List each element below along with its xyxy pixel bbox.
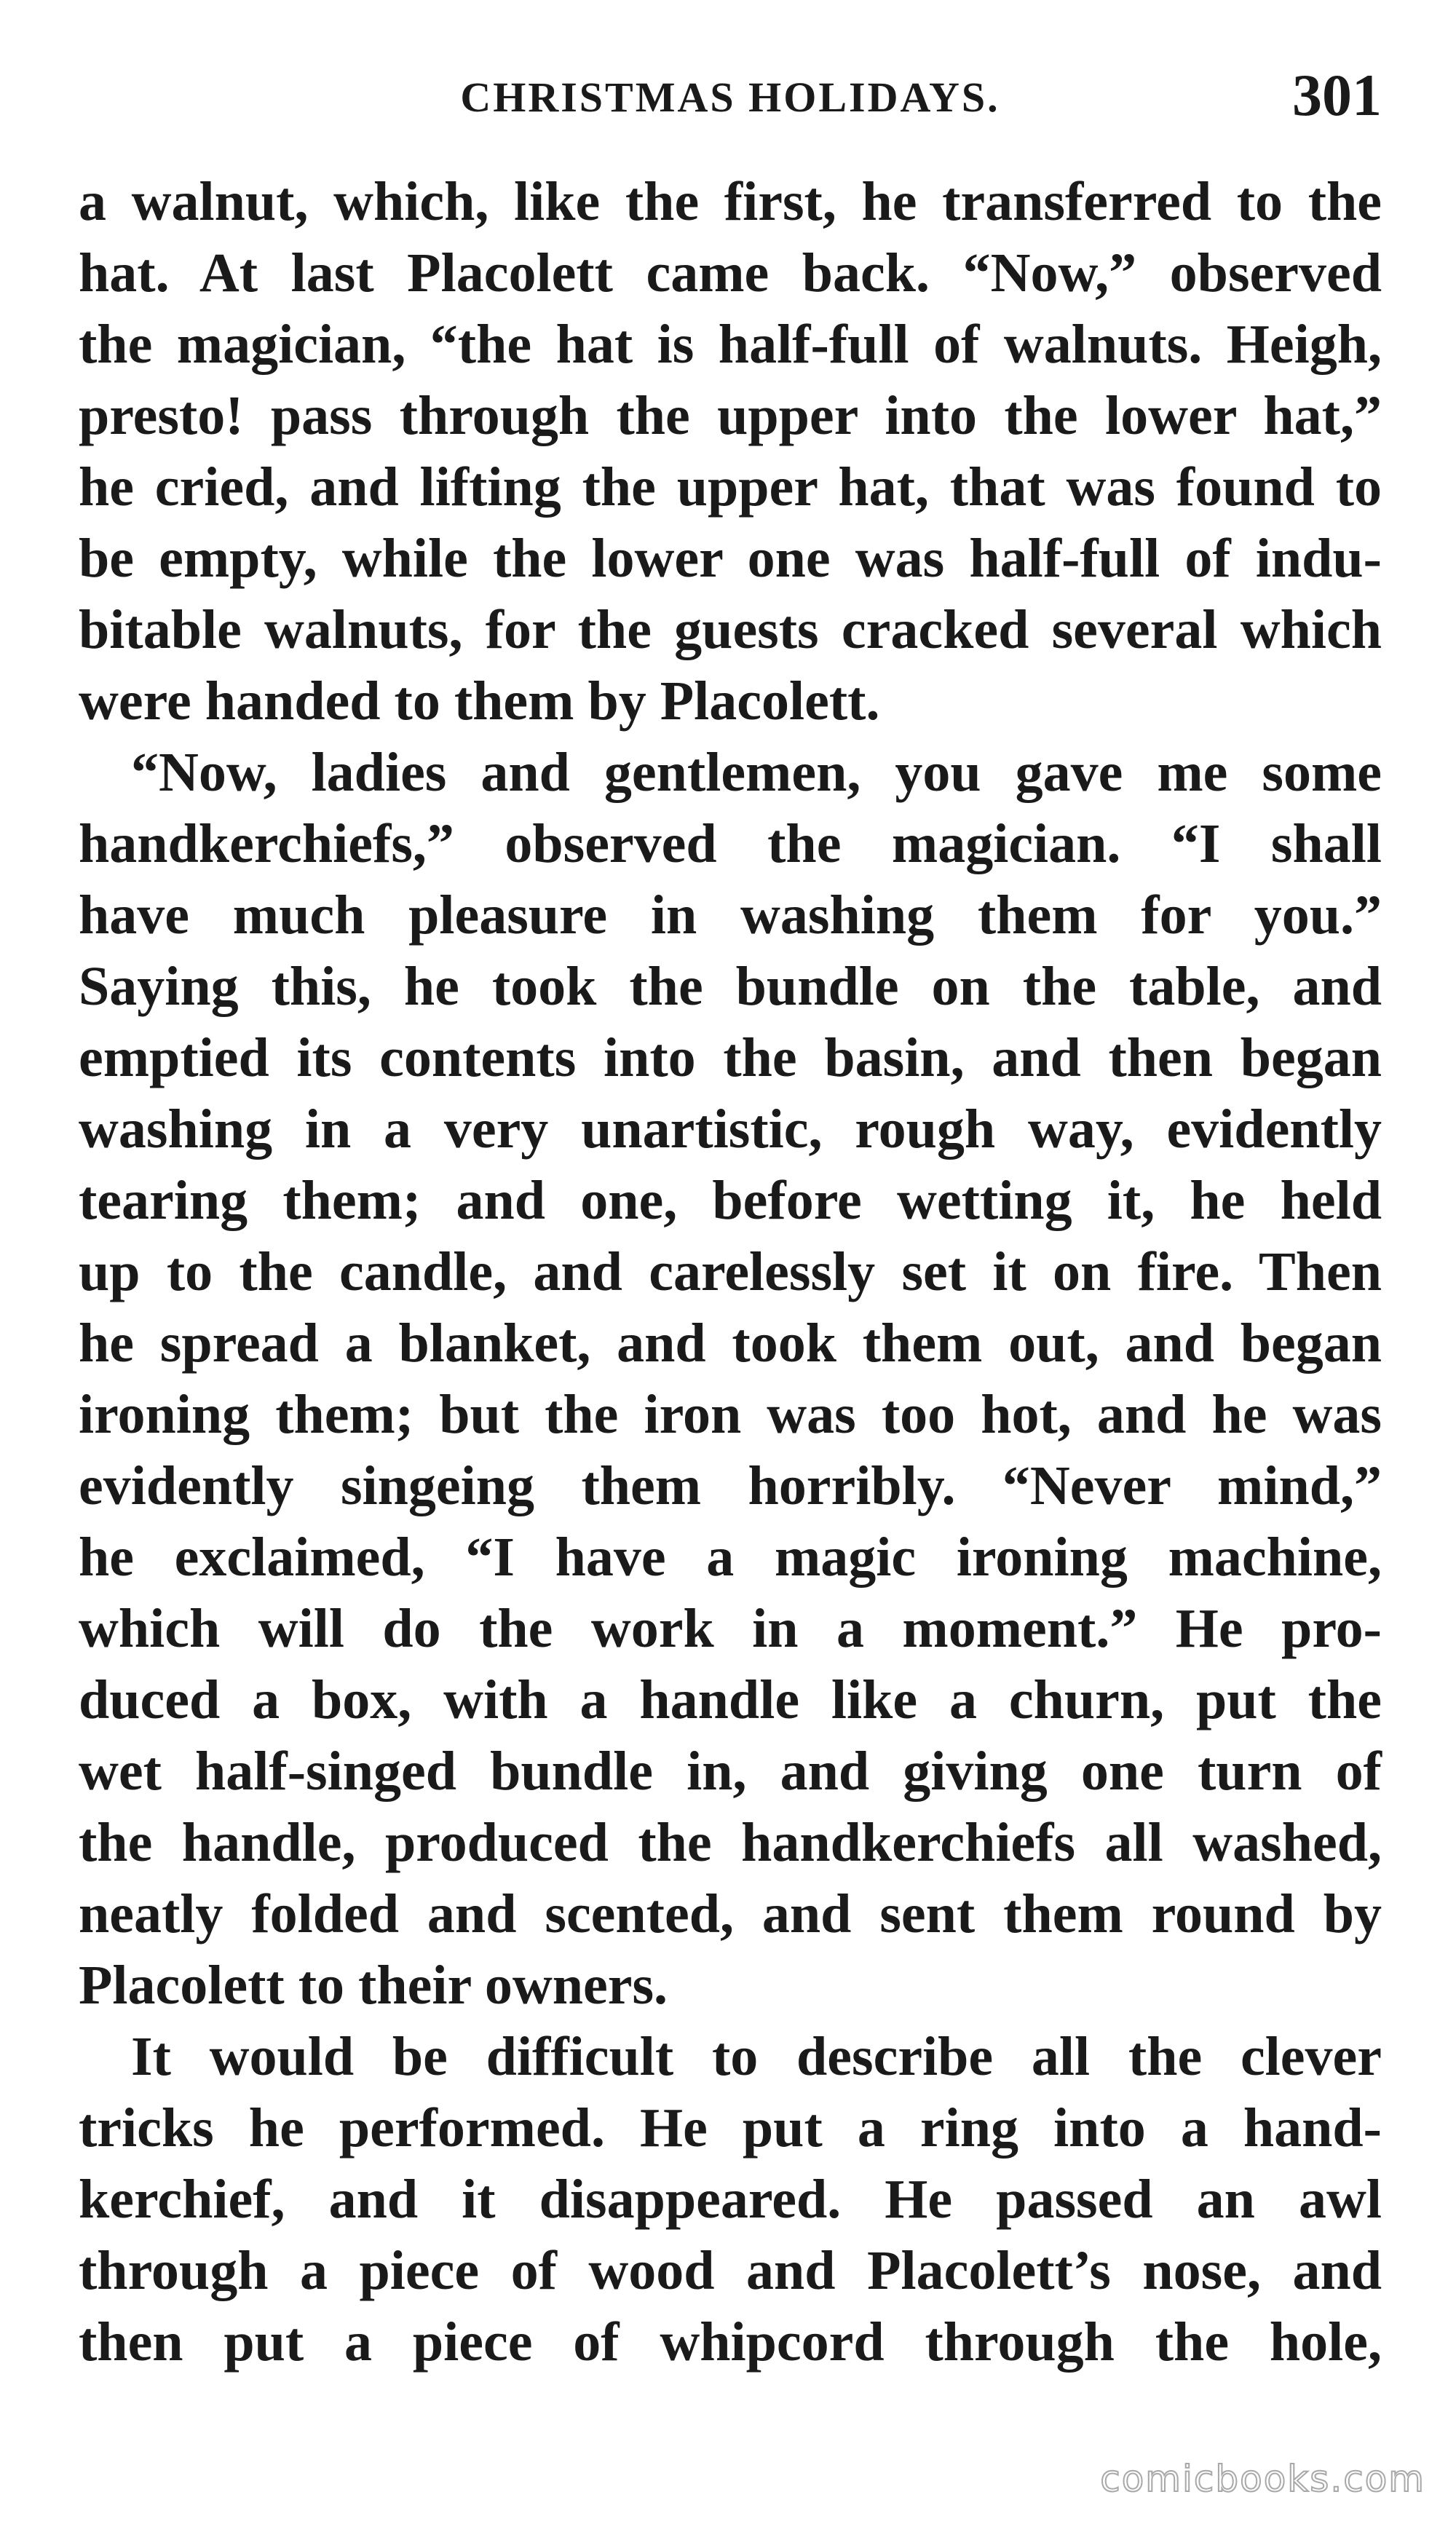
text-line: ironing them; but the iron was too hot, and he was <box>79 1384 1382 1445</box>
text-line: presto! pass through the upper into the lower hat,” <box>79 385 1382 446</box>
text-line: the magician, “the hat is half-full of walnuts. Heigh, <box>79 314 1382 375</box>
text-line: Placolett to their owners. <box>79 1955 668 2016</box>
text-line: bitable walnuts, for the guests cracked several which <box>79 599 1382 660</box>
text-line: It would be difficult to describe all the clever <box>131 2026 1382 2087</box>
text-line: be empty, while the lower one was half-full of indu- <box>79 528 1382 589</box>
text-line: were handed to them by Placolett. <box>79 670 880 732</box>
running-title: CHRISTMAS HOLIDAYS. <box>460 74 1000 121</box>
text-line: duced a box, with a handle like a churn, put the <box>79 1669 1382 1730</box>
text-line: the handle, produced the handkerchiefs all washed, <box>79 1812 1382 1873</box>
text-line: have much pleasure in washing them for you.” <box>79 885 1382 946</box>
text-line: hat. At last Placolett came back. “Now,” observed <box>79 242 1382 304</box>
text-line: washing in a very unartistic, rough way, evidently <box>79 1099 1382 1160</box>
text-line: Saying this, he took the bundle on the table, and <box>79 956 1382 1017</box>
watermark: comicbooks.com <box>1100 2458 1425 2500</box>
text-line: he spread a blanket, and took them out, and began <box>79 1313 1382 1374</box>
text-line: tearing them; and one, before wetting it, he held <box>79 1170 1382 1231</box>
text-line: which will do the work in a moment.” He pro- <box>79 1598 1382 1659</box>
text-line: evidently singeing them horribly. “Never mind,” <box>79 1455 1382 1516</box>
text-line: he cried, and lifting the upper hat, that was found to <box>79 456 1382 518</box>
text-line: he exclaimed, “I have a magic ironing machine, <box>79 1527 1382 1588</box>
text-line: then put a piece of whipcord through the hole, <box>79 2311 1382 2373</box>
text-line: emptied its contents into the basin, and then began <box>79 1027 1382 1088</box>
text-line: through a piece of wood and Placolett’s nose, and <box>79 2240 1382 2301</box>
running-header <box>79 57 1382 137</box>
page-number: 301 <box>1292 62 1382 128</box>
text-line: tricks he performed. He put a ring into a hand- <box>79 2097 1382 2159</box>
text-line: kerchief, and it disappeared. He passed an awl <box>79 2169 1382 2230</box>
text-line: handkerchiefs,” observed the magician. “I shall <box>79 813 1382 874</box>
text-line: wet half-singed bundle in, and giving one turn of <box>79 1741 1382 1802</box>
text-line: a walnut, which, like the first, he transferred to the <box>79 171 1382 232</box>
body-text <box>79 166 1382 2378</box>
text-line: neatly folded and scented, and sent them round by <box>79 1883 1382 1945</box>
text-line: “Now, ladies and gentlemen, you gave me some <box>131 742 1382 803</box>
text-line: up to the candle, and carelessly set it on fire. Then <box>79 1241 1382 1302</box>
